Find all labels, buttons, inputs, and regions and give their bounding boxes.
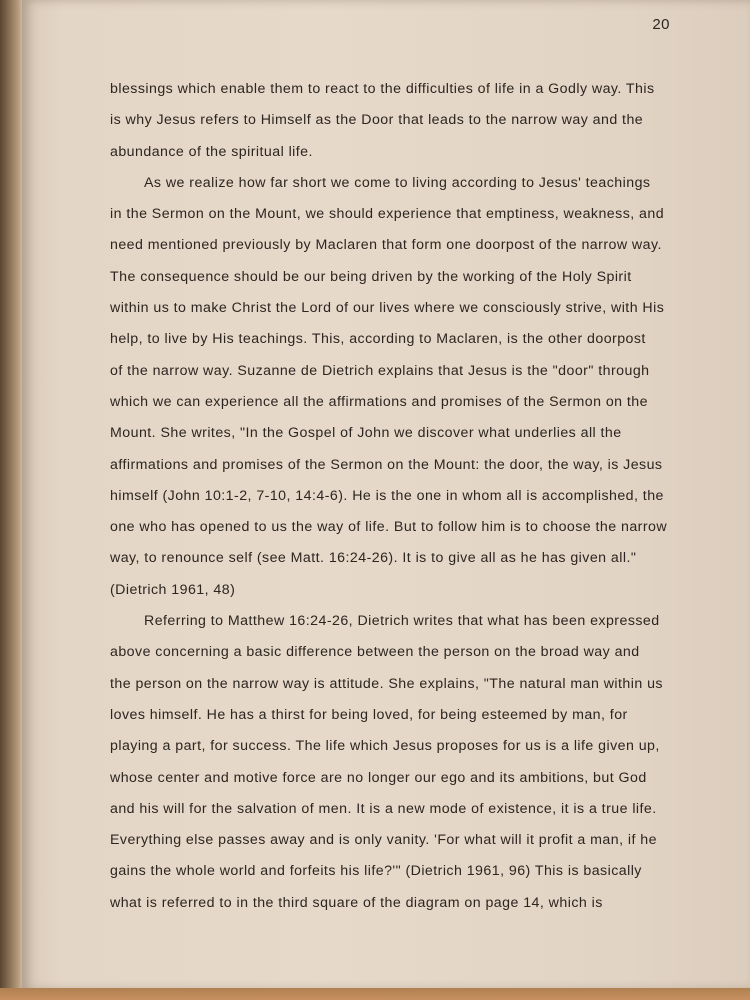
body-text [110, 74, 710, 919]
text-line: and his will for the salvation of men. It is a new mode of existence, it is a true life. [110, 800, 657, 817]
text-line: (Dietrich 1961, 48) [110, 581, 236, 598]
text-line: help, to live by His teachings. This, according to Maclaren, is the other doorpost [110, 331, 646, 348]
text-line: Everything else passes away and is only vanity. 'For what will it profit a man, if he [110, 832, 657, 849]
text-line: abundance of the spiritual life. [110, 143, 313, 160]
text-line: himself (John 10:1-2, 7-10, 14:4-6). He is the one in whom all is accomplished, the [110, 487, 664, 504]
text-line: blessings which enable them to react to the difficulties of life in a Godly way. This [110, 81, 655, 97]
text-line: of the narrow way. Suzanne de Dietrich explains that Jesus is the "door" through [110, 362, 650, 379]
text-line: which we can experience all the affirmations and promises of the Sermon on the [110, 393, 648, 410]
text-line: one who has opened to us the way of life. But to follow him is to choose the narrow [110, 519, 668, 536]
text-line: gains the whole world and forfeits his life?'" (Dietrich 1961, 96) This is basically [110, 863, 642, 880]
book-page [22, 0, 750, 990]
text-line: the person on the narrow way is attitude. She explains, "The natural man within us [110, 675, 663, 692]
text-line: The consequence should be our being driven by the working of the Holy Spirit [110, 268, 632, 285]
text-line: need mentioned previously by Maclaren that form one doorpost of the narrow way. [110, 237, 662, 254]
text-line: way, to renounce self (see Matt. 16:24-26). It is to give all as he has given all." [110, 550, 637, 567]
text-line: affirmations and promises of the Sermon on the Mount: the door, the way, is Jesus [110, 456, 663, 473]
text-line: Mount. She writes, "In the Gospel of John we discover what underlies all the [110, 425, 622, 442]
text-line: in the Sermon on the Mount, we should experience that emptiness, weakness, and [110, 206, 665, 223]
text-line: As we realize how far short we come to living according to Jesus' teachings [144, 174, 651, 191]
text-line: loves himself. He has a thirst for being loved, for being esteemed by man, for [110, 706, 628, 723]
text-line: playing a part, for success. The life which Jesus proposes for us is a life given up, [110, 738, 660, 755]
text-line: above concerning a basic difference between the person on the broad way and [110, 644, 640, 661]
page-number: 20 [652, 16, 670, 33]
text-line: Referring to Matthew 16:24-26, Dietrich writes that what has been expressed [144, 613, 660, 630]
text-line: is why Jesus refers to Himself as the Door that leads to the narrow way and the [110, 112, 644, 129]
text-line: what is referred to in the third square of the diagram on page 14, which is [110, 894, 603, 911]
table-surface [0, 988, 750, 1000]
text-line: whose center and motive force are no longer our ego and its ambitions, but God [110, 769, 647, 786]
text-line: within us to make Christ the Lord of our lives where we consciously strive, with His [110, 300, 665, 317]
